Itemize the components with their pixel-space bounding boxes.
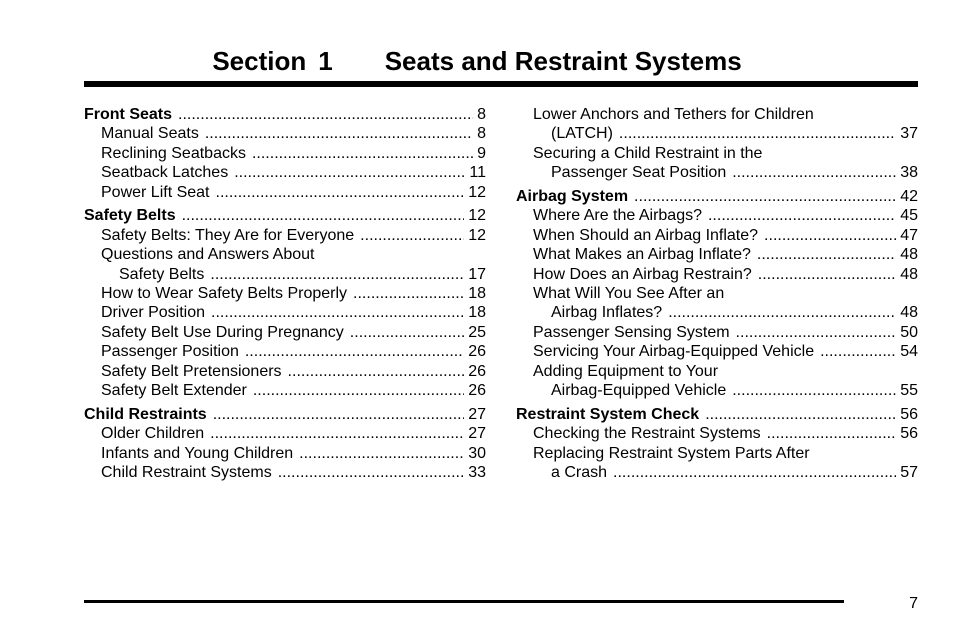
toc-column-left	[84, 105, 486, 482]
toc-entry	[516, 284, 918, 303]
dot-leader	[299, 444, 464, 463]
dot-leader	[210, 265, 464, 284]
toc-entry-label: Child Restraints	[84, 405, 207, 423]
dot-leader	[732, 163, 896, 182]
toc-entry	[84, 265, 486, 284]
dot-leader	[234, 163, 465, 182]
toc-entry-label: Child Restraint Systems	[101, 464, 272, 482]
toc-entry-page: 25	[468, 323, 486, 341]
dot-leader	[350, 323, 464, 342]
toc-entry-label: What Makes an Airbag Inflate?	[533, 246, 751, 264]
dot-leader	[757, 245, 896, 264]
toc-entry-label: When Should an Airbag Inflate?	[533, 226, 759, 244]
section-label: Section	[212, 46, 307, 76]
toc-entry-page: 48	[900, 265, 918, 283]
toc-entry-label: Servicing Your Airbag-Equipped Vehicle	[533, 343, 815, 361]
dot-leader	[360, 226, 464, 245]
toc-entry	[516, 463, 918, 482]
toc-entry-label: Restraint System Check	[516, 405, 700, 423]
toc-entry	[84, 284, 486, 303]
dot-leader	[205, 124, 473, 143]
toc-entry	[84, 163, 486, 182]
toc-entry	[84, 381, 486, 400]
toc-entry	[84, 444, 486, 463]
toc-entry	[84, 463, 486, 482]
toc-heading	[516, 405, 918, 424]
toc-entry-label: Passenger Position	[101, 343, 239, 361]
header-rule	[84, 81, 918, 87]
toc-entry-page: 12	[468, 207, 486, 225]
dot-leader	[732, 381, 896, 400]
toc-entry-page: 55	[900, 381, 918, 399]
dot-leader	[767, 424, 897, 443]
toc-entry-label: Questions and Answers About	[101, 246, 315, 264]
toc-entry	[84, 342, 486, 361]
toc-entry	[84, 424, 486, 443]
toc-entry-label: Front Seats	[84, 106, 173, 123]
dot-leader	[252, 144, 473, 163]
toc-entry	[516, 342, 918, 361]
section-title	[0, 44, 954, 78]
toc-entry-page: 27	[468, 425, 486, 443]
toc-entry-label: Reclining Seatbacks	[101, 144, 246, 162]
toc-heading	[84, 206, 486, 225]
toc-heading	[84, 405, 486, 424]
dot-leader	[245, 342, 464, 361]
toc-entry-label: What Will You See After an	[533, 285, 725, 303]
dot-leader	[353, 284, 464, 303]
toc-entry	[516, 323, 918, 342]
toc-entry	[516, 163, 918, 182]
toc-entry-page: 38	[900, 164, 918, 182]
dot-leader	[216, 183, 465, 202]
toc-entry-page: 18	[468, 285, 486, 303]
section-number: 1	[318, 46, 333, 76]
toc-entry-page: 26	[468, 362, 486, 380]
toc-entry-page: 54	[900, 343, 918, 361]
toc-entry	[516, 303, 918, 322]
dot-leader	[210, 424, 464, 443]
dot-leader	[253, 381, 464, 400]
dot-leader	[736, 323, 897, 342]
toc-entry-label: Checking the Restraint Systems	[533, 425, 761, 443]
toc-entry-page: 45	[900, 207, 918, 225]
page-number: 7	[909, 595, 918, 612]
toc-entry	[516, 381, 918, 400]
toc-entry-label: (LATCH)	[551, 125, 613, 143]
toc-entry	[516, 144, 918, 163]
toc-entry-label: Safety Belt Extender	[101, 381, 247, 399]
toc-entry-label: Adding Equipment to Your	[533, 362, 719, 380]
toc-entry-label: Securing a Child Restraint in the	[533, 144, 763, 162]
toc-column-right	[516, 105, 918, 482]
toc-entry-page: 33	[468, 464, 486, 482]
toc-entry-label: Driver Position	[101, 304, 206, 322]
toc-entry-label: Airbag System	[516, 188, 629, 206]
toc-entry-page: 12	[468, 183, 486, 201]
toc-entry-label: Safety Belt Pretensioners	[101, 362, 282, 380]
toc-entry-page: 12	[468, 226, 486, 244]
toc-entry-label: Replacing Restraint System Parts After	[533, 444, 810, 462]
toc-entry-label: Safety Belt Use During Pregnancy	[101, 323, 344, 341]
toc-entry-page: 57	[900, 464, 918, 482]
toc-entry-label: How Does an Airbag Restrain?	[533, 265, 752, 283]
toc-entry	[84, 124, 486, 143]
toc-entry-label: Seatback Latches	[101, 164, 229, 182]
toc-entry-label: Lower Anchors and Tethers for Children	[533, 106, 814, 123]
toc-entry	[516, 265, 918, 284]
dot-leader	[820, 342, 896, 361]
toc-entry	[516, 226, 918, 245]
toc-entry	[84, 226, 486, 245]
dot-leader	[705, 405, 896, 424]
toc-entry-page: 26	[468, 343, 486, 361]
toc-entry-label: a Crash	[551, 464, 608, 482]
dot-leader	[764, 226, 896, 245]
toc-entry-page: 56	[900, 405, 918, 423]
dot-leader	[182, 206, 465, 225]
toc-entry	[84, 303, 486, 322]
toc-entry-page: 26	[468, 381, 486, 399]
toc-entry-page: 48	[900, 246, 918, 264]
dot-leader	[288, 362, 465, 381]
toc-entry	[84, 144, 486, 163]
toc-entry-label: Manual Seats	[101, 125, 199, 143]
toc-entry-label: Infants and Young Children	[101, 444, 294, 462]
dot-leader	[278, 463, 464, 482]
section-name: Seats and Restraint Systems	[384, 46, 742, 76]
dot-leader	[613, 463, 896, 482]
dot-leader	[758, 265, 896, 284]
toc-entry-page: 8	[477, 106, 486, 123]
toc-entry-page: 8	[477, 125, 486, 143]
dot-leader	[668, 303, 896, 322]
toc-entry-label: Safety Belts: They Are for Everyone	[101, 226, 355, 244]
toc-entry	[516, 124, 918, 143]
toc-entry-label: Airbag Inflates?	[551, 304, 663, 322]
toc-entry	[516, 245, 918, 264]
toc-entry-page: 56	[900, 425, 918, 443]
toc-entry-page: 18	[468, 304, 486, 322]
dot-leader	[211, 303, 464, 322]
toc-entry	[516, 362, 918, 381]
toc-entry	[516, 105, 918, 124]
toc-entry	[516, 444, 918, 463]
toc-entry-page: 37	[900, 125, 918, 143]
toc-entry-label: Power Lift Seat	[101, 183, 210, 201]
dot-leader	[619, 124, 896, 143]
toc-entry-label: Safety Belts	[84, 207, 176, 225]
toc-entry-page: 50	[900, 323, 918, 341]
toc-entry	[516, 206, 918, 225]
toc-entry-page: 42	[900, 188, 918, 206]
toc-entry	[84, 183, 486, 202]
toc-entry-label: Where Are the Airbags?	[533, 207, 702, 225]
toc-heading	[84, 105, 486, 124]
toc-entry-label: How to Wear Safety Belts Properly	[101, 285, 348, 303]
dot-leader	[213, 405, 465, 424]
toc-entry-label: Safety Belts	[119, 265, 205, 283]
dot-leader	[634, 187, 896, 206]
toc-entry-label: Passenger Seat Position	[551, 164, 727, 182]
toc-entry	[516, 424, 918, 443]
dot-leader	[708, 206, 896, 225]
toc-entry-page: 17	[468, 265, 486, 283]
toc-entry	[84, 323, 486, 342]
toc-entry-page: 30	[468, 444, 486, 462]
toc-entry-page: 47	[900, 226, 918, 244]
toc-entry-label: Passenger Sensing System	[533, 323, 730, 341]
toc-entry	[84, 362, 486, 381]
toc-entry	[84, 245, 486, 264]
toc-entry-page: 11	[469, 164, 486, 182]
dot-leader	[178, 105, 473, 124]
toc-entry-label: Older Children	[101, 425, 205, 443]
toc-entry-page: 27	[468, 405, 486, 423]
toc-heading	[516, 187, 918, 206]
footer-rule	[84, 600, 844, 603]
toc-entry-page: 48	[900, 304, 918, 322]
toc-entry-page: 9	[477, 144, 486, 162]
toc-entry-label: Airbag-Equipped Vehicle	[551, 381, 727, 399]
